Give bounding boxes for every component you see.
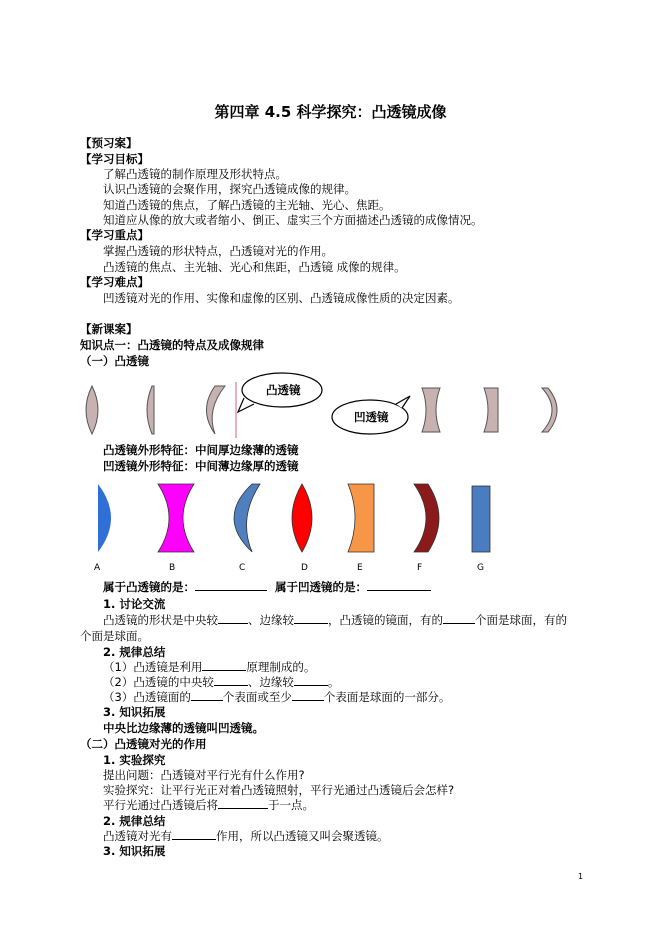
- difficulty-heading: 【学习难点】: [80, 275, 149, 289]
- blank[interactable]: [294, 613, 328, 624]
- experiment-result: [103, 798, 314, 812]
- convex-feature: 凸透镜外形特征：中间厚边缘薄的透镜: [103, 443, 299, 457]
- text: 个表面是球面的一部分。: [323, 690, 451, 704]
- blank[interactable]: [202, 660, 246, 671]
- experiment-question: 提出问题：凸透镜对平行光有什么作用?: [103, 768, 305, 782]
- summary2-heading: 2. 规律总结: [103, 814, 166, 828]
- belong-convex-label: 属于凸透镜的是：: [103, 580, 195, 594]
- blank[interactable]: [172, 829, 216, 840]
- meniscus-lens-shape: [207, 386, 226, 434]
- blank[interactable]: [443, 613, 475, 624]
- blank[interactable]: [214, 675, 248, 686]
- belong-convex-blank[interactable]: [195, 580, 267, 591]
- lens-label-c: C: [239, 563, 246, 573]
- experiment-heading: 1. 实验探究: [103, 753, 166, 767]
- lens-label-e: E: [357, 563, 363, 573]
- blank[interactable]: [218, 613, 248, 624]
- experiment-explore: 实验探究：让平行光正对着凸透镜照射，平行光通过凸透镜后会怎样?: [103, 783, 455, 797]
- key-item: 掌握凸透镜的形状特点，凸透镜对光的作用。: [103, 244, 333, 258]
- lens-label-d: D: [301, 563, 308, 573]
- summary-line2: [103, 675, 339, 689]
- text: 于一点。: [268, 798, 314, 812]
- goal-item: 知道凸透镜的焦点，了解凸透镜的主光轴、光心、焦距。: [103, 198, 391, 212]
- lens-d: [292, 484, 312, 552]
- text: 个面是球面，有的: [475, 613, 567, 627]
- discussion-heading: 1. 讨论交流: [103, 597, 166, 611]
- text: 凸透镜的形状是中央较: [103, 613, 218, 627]
- convex-lens-shape: [86, 386, 98, 434]
- concave-meniscus-shape: [542, 388, 557, 432]
- text: ，凸透镜的镜面，有的: [328, 613, 443, 627]
- page-number: 1: [578, 872, 584, 881]
- text: 。: [327, 675, 340, 689]
- goal-item: 了解凸透镜的制作原理及形状特点。: [103, 167, 287, 181]
- plano-convex-lens-shape: [147, 386, 154, 434]
- goal-item: 知道应从像的放大或者缩小、倒正、虚实三个方面描述凸透镜的成像情况。: [103, 213, 483, 227]
- blank[interactable]: [191, 690, 223, 701]
- lens-g: [472, 486, 490, 552]
- blank[interactable]: [218, 798, 268, 809]
- bubble-convex: 凸透镜: [266, 383, 301, 397]
- text: （1）凸透镜是利用: [103, 660, 203, 674]
- discussion-line1: [103, 613, 567, 627]
- biconcave-lens-shape: [422, 388, 440, 432]
- text: 平行光通过凸透镜后将: [103, 798, 218, 812]
- colored-lens-figure: [80, 478, 520, 558]
- text: 凸透镜对光有: [103, 829, 172, 843]
- lens-label-f: F: [417, 563, 423, 573]
- blank[interactable]: [294, 675, 328, 686]
- key-item: 凸透镜的焦点、主光轴、光心和焦距，凸透镜 成像的规律。: [103, 260, 406, 274]
- lens-label-g: G: [477, 563, 484, 573]
- lens-b: [158, 484, 194, 552]
- kp1-title: 知识点一：凸透镜的特点及成像规律: [80, 338, 264, 352]
- difficulty-item: 凹透镜对光的作用、实像和虚像的区别、凸透镜成像性质的决定因素。: [103, 291, 460, 305]
- concave-feature: 凹透镜外形特征：中间薄边缘厚的透镜: [103, 459, 299, 473]
- summary2-text: [103, 829, 389, 843]
- text: （2）凸透镜的中央较: [103, 675, 214, 689]
- preview-heading: 【预习案】: [80, 136, 138, 150]
- text: 、边缘较: [248, 613, 294, 627]
- goals-heading: 【学习目标】: [80, 152, 149, 166]
- summary-line3: [103, 690, 450, 704]
- extend2-heading: 3. 知识拓展: [103, 844, 166, 858]
- lens-e: [348, 484, 374, 552]
- summary-line1: [103, 660, 315, 674]
- summary-heading: 2. 规律总结: [103, 645, 166, 659]
- key-heading: 【学习重点】: [80, 228, 149, 242]
- page-title: 第四章 4.5 科学探究：凸透镜成像: [214, 103, 447, 121]
- sec1-title: （一）凸透镜: [80, 354, 149, 368]
- extend-heading: 3. 知识拓展: [103, 705, 166, 719]
- text: 作用，所以凸透镜又叫会聚透镜。: [216, 829, 389, 843]
- text: 、边缘较: [247, 675, 294, 689]
- lens-label-b: B: [169, 563, 176, 573]
- bubbles: [236, 368, 416, 440]
- new-lesson-heading: 【新课案】: [80, 322, 138, 336]
- extend-text: 中央比边缘薄的透镜叫凹透镜。: [103, 721, 264, 735]
- text: 原理制成的。: [246, 660, 316, 674]
- text: （3）凸透镜面的: [103, 690, 191, 704]
- plano-concave-lens-shape: [484, 388, 498, 432]
- lens-label-a: A: [94, 563, 101, 573]
- lens-a: [98, 484, 111, 552]
- belong-line: [103, 580, 431, 594]
- belong-concave-label: 属于凹透镜的是：: [275, 580, 368, 594]
- lens-f: [414, 484, 439, 552]
- belong-concave-blank[interactable]: [367, 580, 431, 591]
- discussion-line2: 个面是球面。: [80, 629, 149, 643]
- lens-c: [234, 484, 260, 552]
- text: 个表面或至少: [222, 690, 292, 704]
- bubble-concave: 凹透镜: [354, 410, 389, 424]
- blank[interactable]: [292, 690, 324, 701]
- goal-item: 认识凸透镜的会聚作用，探究凸透镜成像的规律。: [103, 182, 356, 196]
- sec2-title: （二）凸透镜对光的作用: [80, 737, 207, 751]
